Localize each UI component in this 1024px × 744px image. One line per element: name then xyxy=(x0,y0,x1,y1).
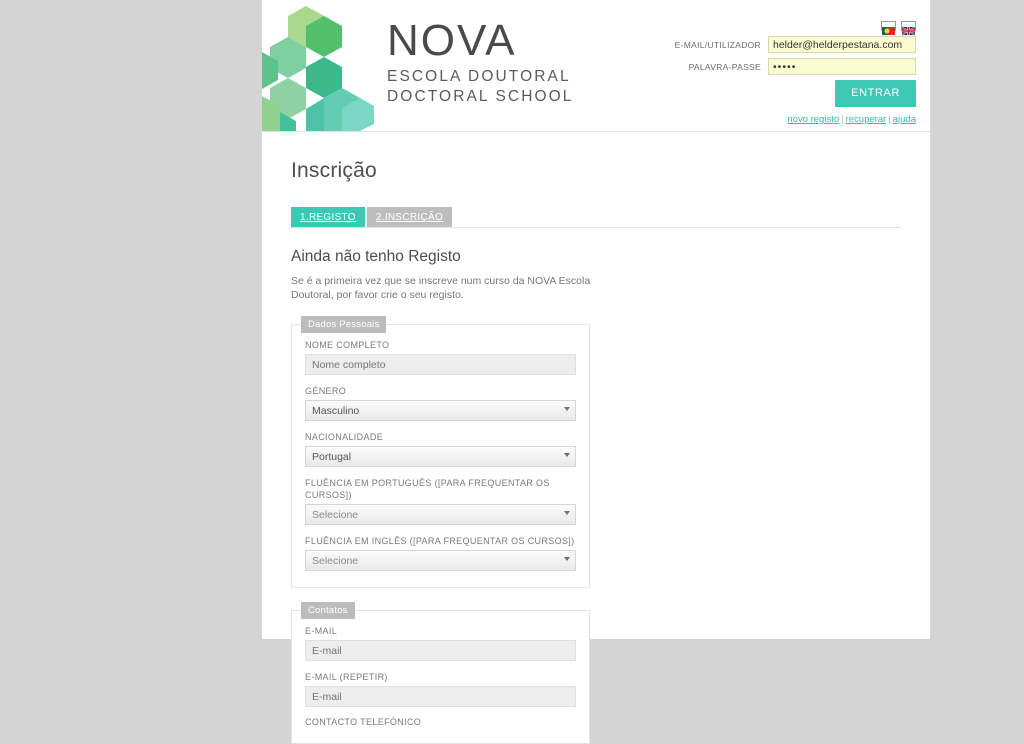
field-email-repetir xyxy=(305,671,576,707)
logo-title: NOVA xyxy=(387,16,517,65)
label-email-repetir: E-MAIL (REPETIR) xyxy=(305,672,388,682)
link-ajuda[interactable]: ajuda xyxy=(892,114,916,125)
intro-text: Se é a primeira vez que se inscreve num curso da NOVA Escola Doutoral, por favor crie o seu registo. xyxy=(291,275,591,301)
chevron-down-icon xyxy=(564,511,570,515)
label-contacto-telefonico: CONTACTO TELEFÓNICO xyxy=(305,717,422,727)
tab-registo[interactable]: 1.REGISTO xyxy=(291,207,365,227)
page-container xyxy=(262,0,930,727)
flag-en-icon[interactable] xyxy=(901,21,916,31)
legend-dados-pessoais: Dados Pessoais xyxy=(301,316,386,333)
label-email: E-MAIL xyxy=(305,626,338,636)
fieldset-contatos xyxy=(291,605,590,744)
label-nacionalidade: NACIONALIDADE xyxy=(305,432,384,442)
login-submit-row xyxy=(516,80,916,107)
select-genero-value[interactable]: Masculino xyxy=(305,400,576,421)
tab-inscricao[interactable]: 2.INSCRIÇÃO xyxy=(367,207,452,227)
flag-pt-icon[interactable] xyxy=(881,21,896,31)
login-form[interactable] xyxy=(516,36,916,125)
link-novo-registo[interactable]: novo registo xyxy=(787,114,840,125)
language-switcher[interactable] xyxy=(881,21,916,31)
section-title: Ainda não tenho Registo xyxy=(291,248,461,265)
logo-subtitle-pt: ESCOLA DOUTORAL xyxy=(387,68,571,85)
page-title: Inscrição xyxy=(291,159,377,182)
main-content xyxy=(262,159,930,744)
select-nacionalidade-value[interactable]: Portugal xyxy=(305,446,576,467)
chevron-down-icon xyxy=(564,407,570,411)
login-password-row xyxy=(516,58,916,75)
link-recuperar[interactable]: recuperar xyxy=(845,114,887,125)
label-fluencia-portugues: FLUÊNCIA EM PORTUGUÊS ([PARA FREQUENTAR OS CURSOS]) xyxy=(305,478,550,500)
input-email[interactable] xyxy=(305,640,576,661)
login-links xyxy=(516,114,916,125)
field-email xyxy=(305,625,576,661)
label-genero: GÉNERO xyxy=(305,386,347,396)
step-tabs[interactable] xyxy=(291,205,901,228)
login-email-row xyxy=(516,36,916,53)
label-nome-completo: NOME COMPLETO xyxy=(305,340,390,350)
select-genero[interactable] xyxy=(305,400,576,421)
login-submit-button[interactable]: ENTRAR xyxy=(835,80,916,107)
login-password-input[interactable] xyxy=(768,58,916,75)
field-genero xyxy=(305,385,576,421)
link-separator-2: | xyxy=(888,114,891,125)
nova-logo-mark xyxy=(262,0,377,131)
fieldset-dados-pessoais xyxy=(291,319,590,588)
select-fluencia-portugues-value[interactable]: Selecione xyxy=(305,504,576,525)
chevron-down-icon xyxy=(564,557,570,561)
select-fluencia-portugues[interactable] xyxy=(305,504,576,525)
input-email-repetir[interactable] xyxy=(305,686,576,707)
legend-contatos: Contatos xyxy=(301,602,355,619)
field-nacionalidade xyxy=(305,431,576,467)
login-password-label: PALAVRA-PASSE xyxy=(688,61,761,72)
field-fluencia-ingles xyxy=(305,535,576,571)
field-nome-completo xyxy=(305,339,576,375)
chevron-down-icon xyxy=(564,453,570,457)
logo-subtitle-en: DOCTORAL SCHOOL xyxy=(387,88,574,105)
login-email-label: E-MAIL/UTILIZADOR xyxy=(674,39,761,50)
select-fluencia-ingles-value[interactable]: Selecione xyxy=(305,550,576,571)
label-fluencia-ingles: FLUÊNCIA EM INGLÊS ([PARA FREQUENTAR OS CURSOS]) xyxy=(305,536,575,546)
input-nome-completo[interactable] xyxy=(305,354,576,375)
select-fluencia-ingles[interactable] xyxy=(305,550,576,571)
link-separator-1: | xyxy=(841,114,844,125)
field-fluencia-portugues xyxy=(305,477,576,525)
select-nacionalidade[interactable] xyxy=(305,446,576,467)
site-header xyxy=(262,0,930,132)
login-email-input[interactable] xyxy=(768,36,916,53)
